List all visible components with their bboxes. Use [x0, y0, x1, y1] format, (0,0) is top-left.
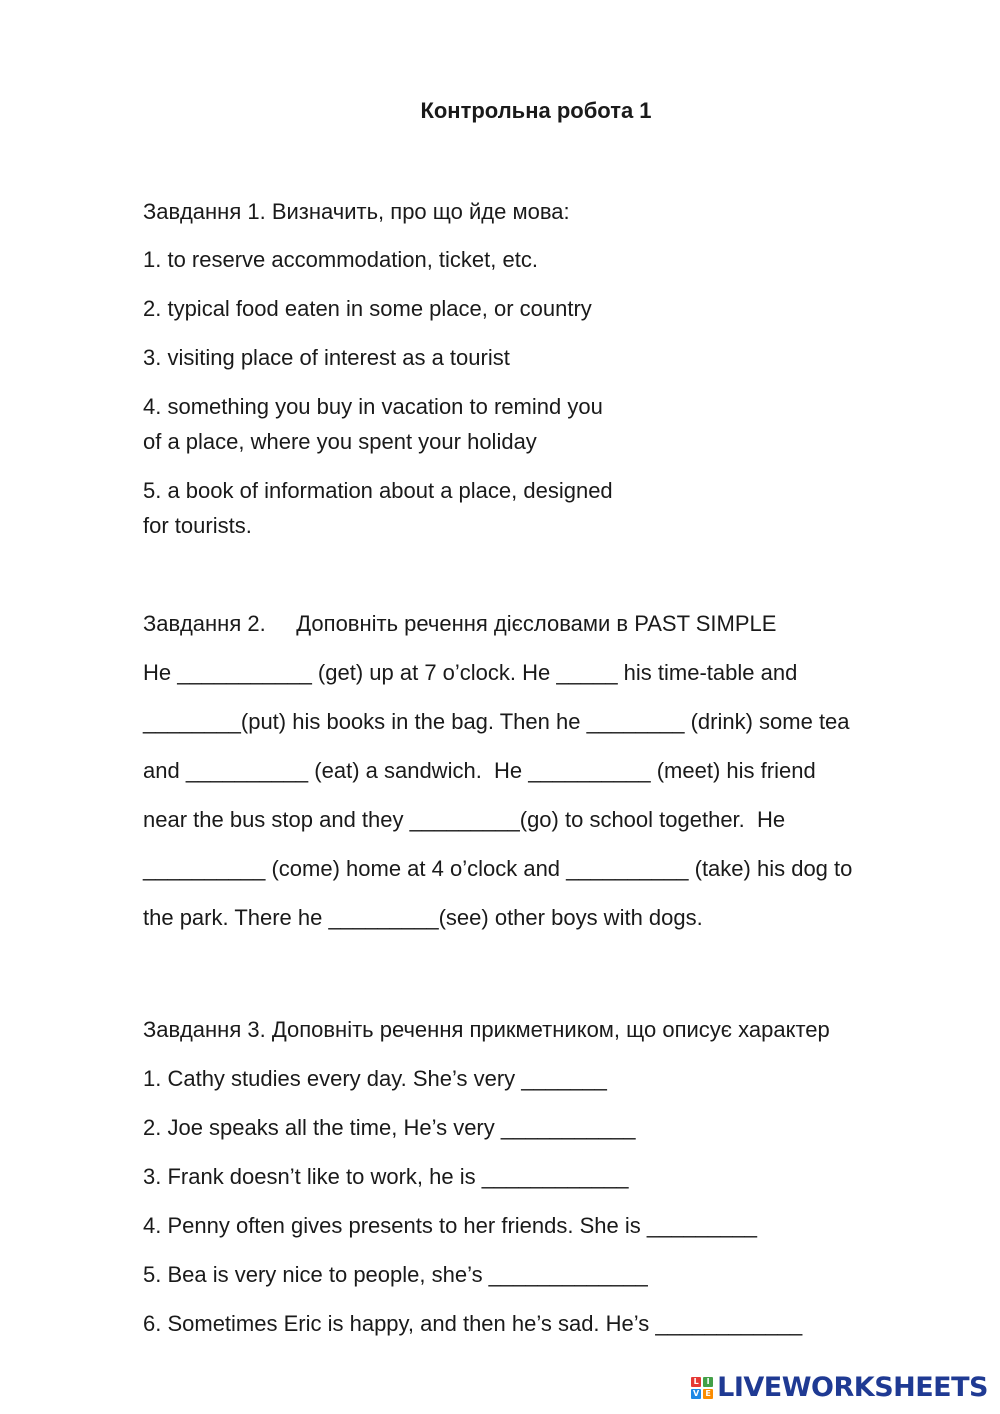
task1-item: 3. visiting place of interest as a tourist [143, 345, 510, 370]
task2-line: ________(put) his books in the bag. Then he ________ (drink) some tea [143, 709, 850, 734]
task3-heading: Завдання 3. Доповніть речення прикметником, що описує характер [143, 1017, 830, 1042]
liveworksheets-logo-icon [691, 1377, 713, 1399]
task1-heading: Завдання 1. Визначить, про що йде мова: [143, 199, 570, 224]
task3-item: 5. Bea is very nice to people, she’s _____________ [143, 1262, 648, 1287]
task1-item: 4. something you buy in vacation to remind you [143, 394, 603, 419]
page-title: Контрольна робота 1 [420, 98, 652, 123]
liveworksheets-logo[interactable] [691, 1372, 988, 1403]
task2-line: near the bus stop and they _________(go) to school together. He [143, 807, 786, 832]
task1-item-continuation: of a place, where you spent your holiday [143, 429, 537, 454]
task2-heading: Завдання 2. Доповніть речення дієсловами в PAST SIMPLE [143, 611, 777, 636]
logo-letter: L [691, 1377, 701, 1387]
task1-item: 1. to reserve accommodation, ticket, etc. [143, 247, 538, 272]
task2-line: __________ (come) home at 4 o’clock and __________ (take) his dog to [143, 856, 853, 881]
logo-text: LIVEWORKSHEETS [717, 1372, 988, 1403]
task1-item: 5. a book of information about a place, designed [143, 478, 613, 503]
task1-item: 2. typical food eaten in some place, or country [143, 296, 592, 321]
logo-letter: E [703, 1389, 713, 1399]
task1-item-continuation: for tourists. [143, 513, 252, 538]
task3-item: 1. Cathy studies every day. She’s very _______ [143, 1066, 607, 1091]
task3-item: 2. Joe speaks all the time, He’s very ___________ [143, 1115, 636, 1140]
task2-line: the park. There he _________(see) other boys with dogs. [143, 905, 703, 930]
logo-letter: I [703, 1377, 713, 1387]
task3-item: 4. Penny often gives presents to her friends. She is _________ [143, 1213, 757, 1238]
task3-item: 6. Sometimes Eric is happy, and then he’s sad. He’s ____________ [143, 1311, 803, 1336]
task2-line: and __________ (eat) a sandwich. He __________ (meet) his friend [143, 758, 816, 783]
task3-item: 3. Frank doesn’t like to work, he is ____________ [143, 1164, 629, 1189]
task2-line: He ___________ (get) up at 7 o’clock. He _____ his time-table and [143, 660, 798, 685]
logo-letter: V [693, 1389, 700, 1398]
